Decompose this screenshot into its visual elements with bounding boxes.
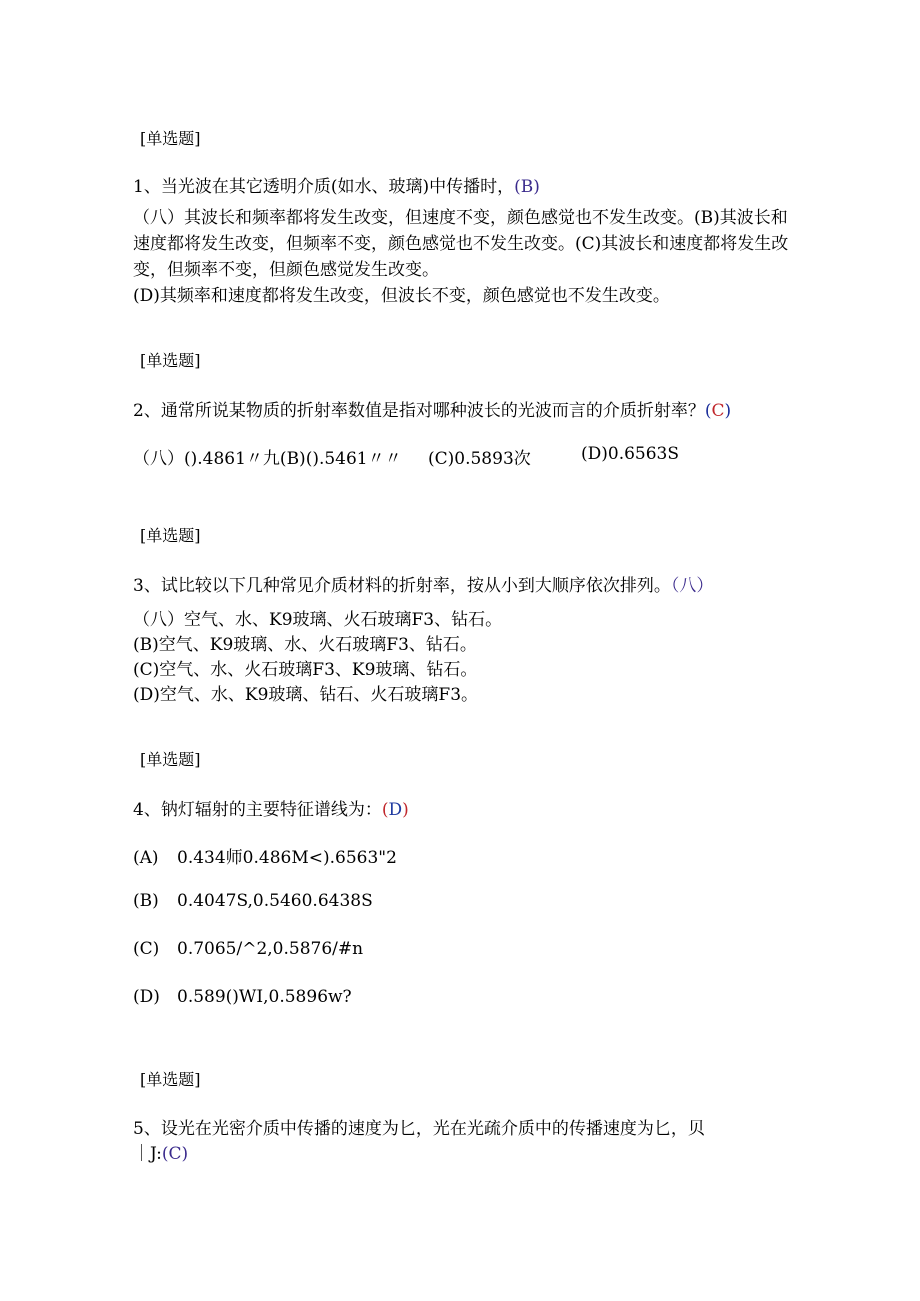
- q3-type-tag: [单选题]: [140, 526, 201, 545]
- q4-stem-text: 4、钠灯辐射的主要特征谱线为：: [133, 800, 382, 820]
- q1-answer: (B): [514, 177, 540, 197]
- q4-option-a-label: (A): [133, 848, 159, 868]
- q1-options-abc: （八）其波长和频率都将发生改变，但速度不变，颜色感觉也不发生改变。(B)其波长和速度都将发生改变，但频率不变，颜色感觉也不发生改变。(C)其波长和速度都将发生改变，但频率不变，但颜色感觉发生改变。: [133, 208, 789, 280]
- q4-stem: [133, 795, 409, 820]
- q1-option-d: (D)其频率和速度都将发生改变，但波长不变，颜色感觉也不发生改变。: [133, 286, 670, 306]
- q3-option-c: (C)空气、水、火石玻璃F3、K9玻璃、钻石。: [133, 660, 478, 680]
- q1-stem-text: 1、当光波在其它透明介质(如水、玻璃)中传播时，: [133, 177, 515, 197]
- q4-option-b: [133, 891, 373, 911]
- q2-answer-letter: C: [711, 401, 725, 421]
- q4-option-b-text: 0.4047S,0.5460.6438S: [177, 891, 373, 911]
- q2-option-d: (D)0.6563S: [581, 444, 680, 464]
- q4-answer-open: (: [381, 800, 389, 820]
- q4-answer-letter: D: [388, 800, 403, 820]
- q2-stem: [133, 396, 731, 421]
- q5-type-tag: [单选题]: [140, 1070, 201, 1089]
- q2-option-c: (C)0.5893次: [428, 449, 531, 469]
- q3-answer: （八）: [670, 576, 714, 596]
- q3-option-a: （八）空气、水、K9玻璃、火石玻璃F3、钻石。: [133, 610, 503, 630]
- q4-option-a-text: 0.434师0.486M<).6563"2: [177, 848, 397, 868]
- q3-option-d: (D)空气、水、K9玻璃、钻石、火石玻璃F3。: [133, 685, 479, 705]
- q4-option-c-label: (C): [133, 939, 160, 959]
- q4-option-c: [133, 939, 363, 959]
- q5-answer: (C): [161, 1144, 189, 1164]
- q4-option-d-text: 0.589()WI,0.5896w?: [177, 987, 352, 1007]
- q4-option-d: [133, 987, 352, 1007]
- q5-stem: 5、设光在光密介质中传播的速度为匕，光在光疏介质中的传播速度为匕，贝: [133, 1119, 705, 1139]
- q2-answer-open: (: [704, 401, 712, 421]
- q3-option-b: (B)空气、K9玻璃、水、火石玻璃F3、钻石。: [133, 635, 477, 655]
- q2-answer-close: ): [724, 401, 732, 421]
- q3-stem: [133, 571, 713, 596]
- q1-stem: [133, 172, 540, 197]
- q1-type-tag: [单选题]: [140, 129, 201, 148]
- q4-answer-close: ): [402, 800, 409, 820]
- q4-type-tag: [单选题]: [140, 750, 201, 769]
- q2-stem-text: 2、通常所说某物质的折射率数值是指对哪种波长的光波而言的介质折射率？: [133, 401, 705, 421]
- q5-stem-cont-text: ｜J:: [133, 1144, 162, 1164]
- q5-stem-continued: [133, 1139, 188, 1164]
- q3-stem-text: 3、试比较以下几种常见介质材料的折射率，按从小到大顺序依次排列。: [133, 576, 671, 596]
- q4-option-a: [133, 843, 397, 868]
- q4-option-b-label: (B): [133, 891, 159, 911]
- q2-type-tag: [单选题]: [140, 351, 201, 370]
- q4-option-d-label: (D): [133, 987, 160, 1007]
- q4-option-c-text: 0.7065/^2,0.5876/#n: [177, 939, 364, 959]
- q2-option-ab: （八）().4861〃九(B)().5461〃〃: [133, 449, 402, 469]
